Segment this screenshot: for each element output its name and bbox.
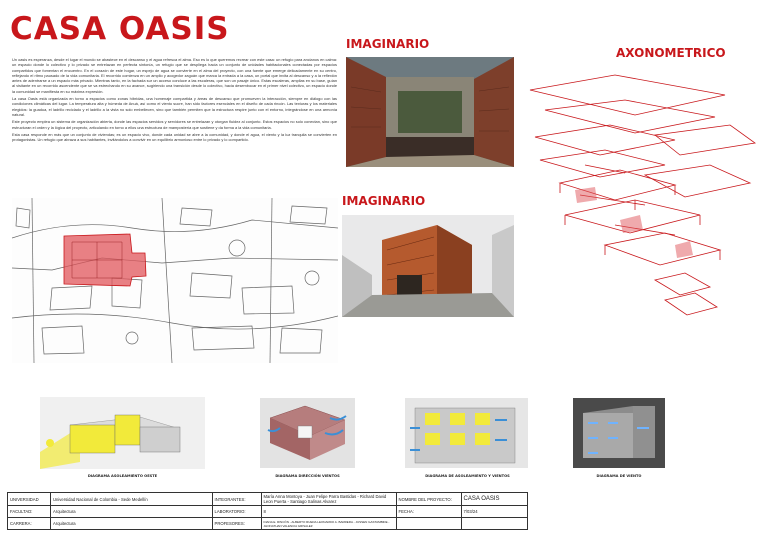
diagram-caption-2: DIAGRAMA DIRECCIÓN VIENTOS	[275, 474, 340, 478]
imaginario-heading-2: IMAGINARIO	[342, 194, 426, 208]
integrantes-label: INTEGRANTES:	[212, 493, 261, 506]
page-title: CASA OASIS	[10, 11, 230, 47]
diagram-caption-4: DIAGRAMA DE VIENTO	[596, 474, 642, 478]
universidad-label: UNIVERSIDAD	[8, 493, 51, 506]
site-plan	[12, 198, 338, 363]
fecha-label: FECHA:	[396, 506, 461, 518]
diagram-direccion-vientos	[260, 398, 355, 468]
imaginario-render-2	[342, 215, 514, 317]
imaginario-heading-1: IMAGINARIO	[346, 37, 430, 51]
profesores-value: DIANA E. RINCÓN - ALBERTO RUEDA LEONARDO A. BARRERA - JUSSEN GASTAMBIDE - JHONATHAN VALENCIA GRISALEZ	[261, 518, 396, 530]
paragraph-3: Este proyecto emplea un sistema de organización abierta, donde las espacios servidos y servidores se entrelazan y otorgan fluidez al conjunto. Estos espacios no solo conectan, sino que estructuran el orden y la lógica del proyecto, articulando en torno a ellos una estructura de mampostería que sostiene y da forma a la vida comunitaria.	[12, 119, 337, 130]
body-text	[12, 57, 337, 142]
imaginario-render-1	[346, 57, 514, 167]
diagram-caption-3: DIAGRAMA DE ASOLEAMIENTO Y VIENTOS	[425, 474, 510, 478]
laboratorio-label: LABORATORIO:	[212, 506, 261, 518]
empty-cell	[396, 518, 461, 530]
paragraph-4: Esta casa responde en más que un conjunto de viviendas; es un espacio vivo, donde cada unidad se abre a la comunidad, y donde el agua, el viento y la luz tranquila se convierten en protagonistas. Un refugio que abraza a sus habitantes, invitándolos a convivir en un equilibrio armonioso entre lo privado y lo compartido.	[12, 131, 337, 143]
diagram-caption-1: DIAGRAMA ASOLEAMIENTO OESTE	[87, 474, 158, 478]
diagram-asoleamiento-oeste	[40, 397, 205, 469]
proyecto-value: CASA OASIS	[461, 493, 527, 506]
proyecto-label: NOMBRE DEL PROYECTO:	[396, 493, 461, 506]
paragraph-2: La casa Oasis está organizada en torno a espacios como zonas híbridas, una homenaje compartida y áreas de descanso que promueven la interacción, siempre en diálogo con las condiciones climáticas del lugar. La temperatura alta y húmeda de Anuá, así como el viento sucre, han sido factores esenciales en el diseño de cada rincón. Las texturas y los materiales elegidos: la guadua, el ladrillo reciclado y el ladrillo a la vista no solo embellecen, sino que también permiten que la estructura respire junto con el entorno, integrándose en una armonía natural.	[12, 96, 337, 117]
integrantes-value: María Anna Montoya - Juan Felipe Parra Bastidas - Richard David Leon Puerta - Santiago Salinas Alvarez	[261, 493, 396, 506]
facultad-label: FACULTAD:	[8, 506, 51, 518]
diagram-asoleamiento-vientos	[405, 398, 528, 468]
carrera-label: CARRERA:	[8, 518, 51, 530]
axonometric-drawing	[525, 65, 760, 330]
universidad-value: Universidad Nacional de Colombia - Sede Medellín	[51, 493, 213, 506]
carrera-value: Arquitectura	[51, 518, 213, 530]
axonometrico-heading: AXONOMETRICO	[616, 46, 726, 60]
fecha-value: 7/03/24	[461, 506, 527, 518]
profesores-label: PROFESORES:	[212, 518, 261, 530]
paragraph-1: Un oasis es esperanza, desde el lugar el mundo se abastece en el descanso y el agua refresca el alma. Eso es lo que queremos recrear con este casa: un refugio para ancianos en calma: un espacio donde lo colectivo y lo privado se entrelazan en perfecta sintonía, un refugio que se despliega hacia un conjunto de unidades habitacionales conectadas por espacios compartidos que fomentan el encuentro. En el corazón de este hogar, un espejo de agua se convierte en el alma del proyecto, con una fuente que emerge delicadamente en su centro, reflejando el ritmo pausado de la vida comunitaria. El recorrido comienza en un amplio y acogedor zaguán que marca la entrada a la casa, un portal que invita al descanso y a la reflexión antes de adentrarse a un espacio más privado. Mientras tanto, en la fachada sur un acceso conduce a las escaleras, que son un pasaje único. Estas escaleras, amplias en su base, guían al visitante en un recorrido ascendente que se va estrechando en su avance, sugiriendo una transición desde lo colectivo, hacia desembocar en el primer nivel colectivo, un espacio donde la comunidad se manifiesta en su máxima expresión.	[12, 57, 337, 94]
info-block	[7, 492, 528, 530]
diagram-viento	[573, 398, 665, 468]
empty-cell	[461, 518, 527, 530]
laboratorio-value: 8	[261, 506, 396, 518]
facultad-value: Arquitectura	[51, 506, 213, 518]
